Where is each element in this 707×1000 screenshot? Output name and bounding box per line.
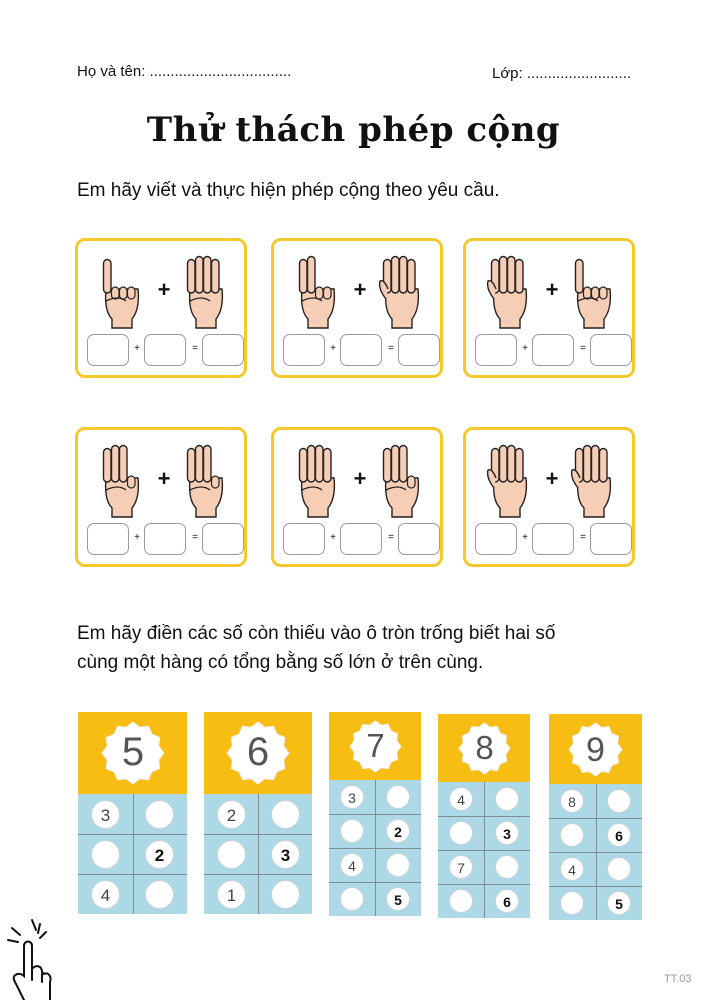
pointing-hand-icon [2, 914, 52, 1000]
addition-card [463, 238, 635, 378]
empty-circle[interactable] [560, 823, 584, 847]
empty-circle[interactable] [340, 887, 364, 911]
addend-box[interactable] [144, 334, 186, 366]
addition-card [271, 427, 443, 567]
result-box[interactable] [398, 523, 440, 555]
grid-divider [438, 884, 530, 885]
total-header [549, 714, 642, 784]
result-box[interactable] [398, 334, 440, 366]
grid-divider [204, 874, 312, 875]
grid-divider [204, 834, 312, 835]
result-box[interactable] [202, 523, 244, 555]
empty-circle[interactable] [91, 840, 120, 869]
addend-box[interactable] [475, 523, 517, 555]
number-circle: 3 [495, 821, 519, 845]
equals-sign: = [580, 343, 586, 354]
addition-card [463, 427, 635, 567]
number-circle: 4 [560, 857, 584, 881]
empty-circle[interactable] [340, 819, 364, 843]
hand-icon [378, 438, 424, 518]
hand-icon [98, 438, 144, 518]
number-circle: 4 [91, 880, 120, 909]
total-number: 5 [121, 730, 145, 774]
addend-box[interactable] [340, 334, 382, 366]
equals-sign: = [388, 343, 394, 354]
number-circle: 5 [607, 891, 631, 915]
empty-circle[interactable] [145, 880, 174, 909]
grid-divider [258, 794, 259, 914]
number-circle: 2 [145, 840, 174, 869]
result-box[interactable] [590, 334, 632, 366]
addend-box[interactable] [475, 334, 517, 366]
gear-badge [458, 722, 511, 775]
grid-divider [438, 850, 530, 851]
grid-divider [133, 794, 134, 914]
empty-circle[interactable] [386, 785, 410, 809]
plus-sign: + [157, 277, 171, 302]
grid-divider [329, 848, 421, 849]
equals-sign: = [192, 532, 198, 543]
addend-box[interactable] [532, 334, 574, 366]
number-circle: 3 [91, 800, 120, 829]
empty-circle[interactable] [560, 891, 584, 915]
total-header [78, 712, 187, 794]
instruction-fill-line-2: cùng một hàng có tổng bằng số lớn ở trên cùng. [77, 652, 484, 673]
bond-grid [438, 782, 530, 918]
grid-divider [549, 886, 642, 887]
number-circle: 2 [386, 819, 410, 843]
addend-box[interactable] [340, 523, 382, 555]
plus-sign: + [157, 466, 171, 491]
empty-circle[interactable] [271, 800, 300, 829]
empty-circle[interactable] [607, 857, 631, 881]
number-circle: 2 [217, 800, 246, 829]
total-number: 9 [586, 731, 605, 769]
footer-code: TT.03 [664, 973, 692, 985]
hand-icon [294, 438, 340, 518]
bond-grid [549, 784, 642, 920]
gear-badge [226, 721, 290, 785]
total-number: 6 [246, 730, 270, 774]
hand-icon [378, 249, 424, 329]
empty-circle[interactable] [449, 821, 473, 845]
class-label: Lớp: ......................... [492, 65, 632, 82]
plus-sign: + [134, 532, 140, 543]
number-circle: 1 [217, 880, 246, 909]
empty-circle[interactable] [449, 889, 473, 913]
empty-circle[interactable] [386, 853, 410, 877]
gear-badge [568, 722, 623, 777]
equals-sign: = [580, 532, 586, 543]
empty-circle[interactable] [495, 787, 519, 811]
addend-box[interactable] [283, 334, 325, 366]
grid-divider [549, 852, 642, 853]
plus-sign: + [330, 532, 336, 543]
addition-card [271, 238, 443, 378]
name-label: Họ và tên: .................................. [77, 63, 292, 80]
grid-divider [78, 834, 187, 835]
number-circle: 6 [495, 889, 519, 913]
empty-circle[interactable] [145, 800, 174, 829]
grid-divider [438, 816, 530, 817]
number-circle: 4 [340, 853, 364, 877]
hand-icon [486, 438, 532, 518]
page-title: Thử thách phép cộng [146, 110, 561, 150]
hand-icon [182, 249, 228, 329]
addend-box[interactable] [144, 523, 186, 555]
gear-badge [349, 720, 402, 773]
gear-badge [101, 721, 165, 785]
number-circle: 7 [449, 855, 473, 879]
total-header [438, 714, 530, 782]
plus-sign: + [545, 466, 559, 491]
plus-sign: + [522, 343, 528, 354]
empty-circle[interactable] [271, 880, 300, 909]
total-header [204, 712, 312, 794]
hand-icon [98, 249, 144, 329]
total-number: 8 [475, 729, 494, 766]
hand-icon [570, 249, 616, 329]
grid-divider [78, 874, 187, 875]
instruction-addition: Em hãy viết và thực hiện phép cộng theo yêu cầu. [77, 180, 500, 201]
plus-sign: + [353, 466, 367, 491]
number-circle: 8 [560, 789, 584, 813]
bond-grid [78, 794, 187, 914]
grid-divider [549, 818, 642, 819]
plus-sign: + [134, 343, 140, 354]
grid-divider [329, 814, 421, 815]
equals-sign: = [388, 532, 394, 543]
bond-grid [204, 794, 312, 914]
number-circle: 6 [607, 823, 631, 847]
grid-divider [329, 882, 421, 883]
addend-box[interactable] [532, 523, 574, 555]
plus-sign: + [522, 532, 528, 543]
empty-circle[interactable] [217, 840, 246, 869]
empty-circle[interactable] [607, 789, 631, 813]
empty-circle[interactable] [495, 855, 519, 879]
addition-card [75, 238, 247, 378]
number-circle: 3 [271, 840, 300, 869]
hand-icon [182, 438, 228, 518]
plus-sign: + [353, 277, 367, 302]
addend-box[interactable] [87, 334, 129, 366]
plus-sign: + [545, 277, 559, 302]
total-number: 7 [366, 727, 385, 764]
number-circle: 4 [449, 787, 473, 811]
hand-icon [294, 249, 340, 329]
number-circle: 5 [386, 887, 410, 911]
number-circle: 3 [340, 785, 364, 809]
instruction-fill-line-1: Em hãy điền các số còn thiếu vào ô tròn trống biết hai số [77, 623, 556, 644]
bond-grid [329, 780, 421, 916]
addition-card [75, 427, 247, 567]
total-header [329, 712, 421, 780]
addend-box[interactable] [87, 523, 129, 555]
hand-icon [486, 249, 532, 329]
equals-sign: = [192, 343, 198, 354]
result-box[interactable] [590, 523, 632, 555]
addend-box[interactable] [283, 523, 325, 555]
hand-icon [570, 438, 616, 518]
plus-sign: + [330, 343, 336, 354]
result-box[interactable] [202, 334, 244, 366]
